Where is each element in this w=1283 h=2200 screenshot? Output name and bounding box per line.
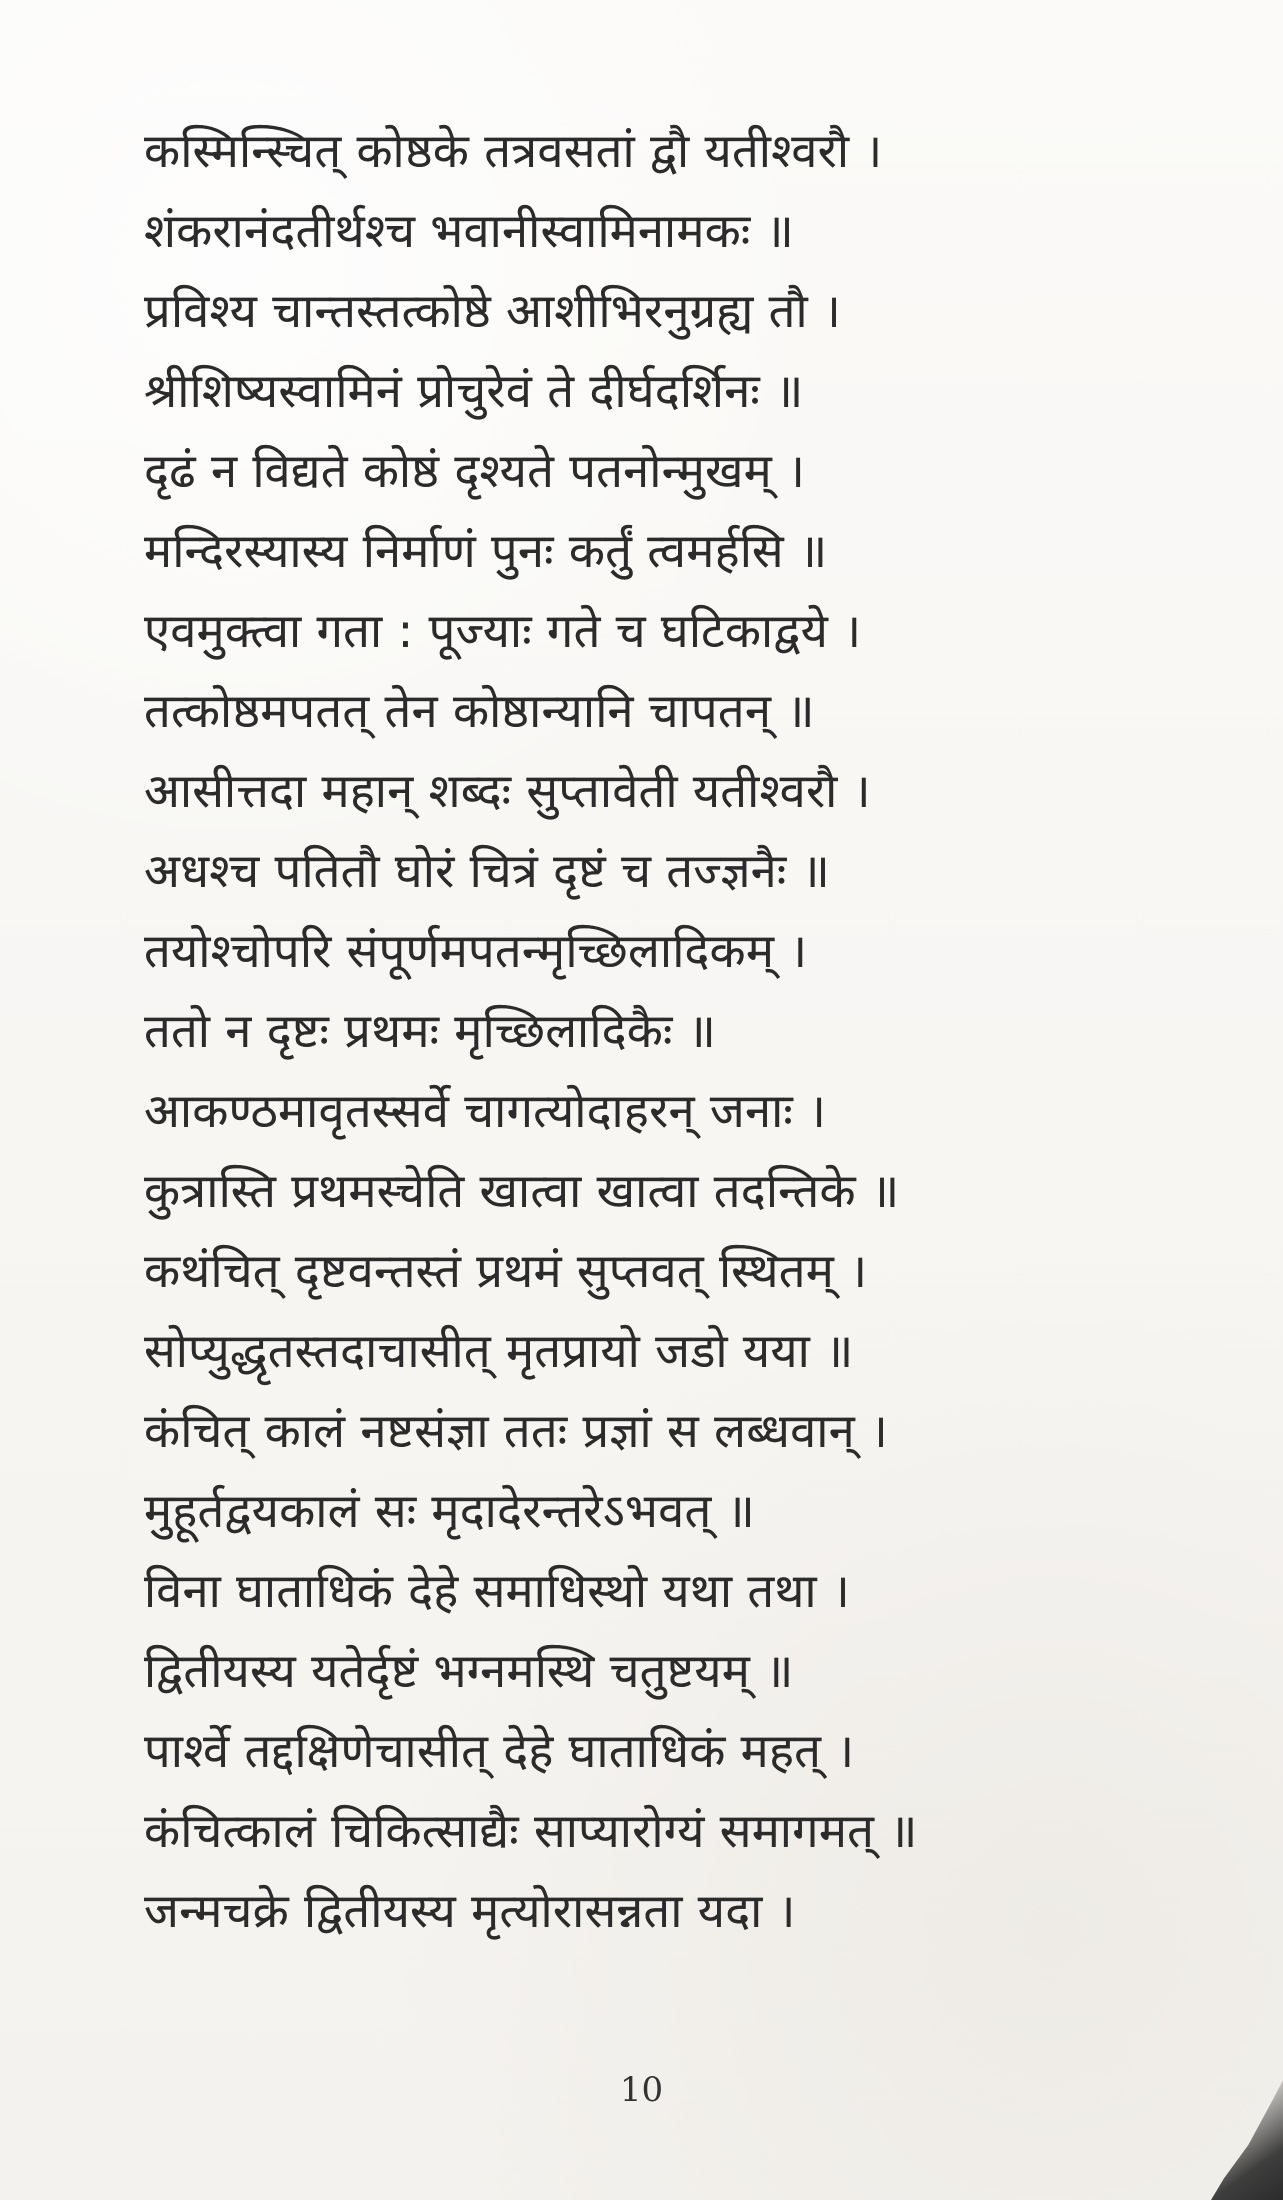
verse-line: मन्दिरस्यास्य निर्माणं पुनः कर्तुं त्वमर्हसि ॥ [144, 524, 828, 579]
verse-line: कस्मिन्स्चित् कोष्ठके तत्रवसतां द्वौ यतीश्वरौ । [144, 124, 883, 179]
verse-line: आसीत्तदा महान् शब्दः सुप्तावेती यतीश्वरौ । [144, 764, 871, 819]
verse-line: आकण्ठमावृतस्सर्वे चागत्योदाहरन् जनाः । [144, 1084, 827, 1139]
verse-line: अधश्च पतितौ घोरं चित्रं दृष्टं च तज्ज्ञनैः ॥ [144, 844, 830, 899]
verse-line: ततो न दृष्टः प्रथमः मृच्छिलादिकैः ॥ [144, 1004, 717, 1059]
verse-line: कुत्रास्ति प्रथमस्चेति खात्वा खात्वा तदन्तिके ॥ [144, 1164, 900, 1219]
verse-line: मुहूर्तद्वयकालं सः मृदादेरन्तरेऽभवत् ॥ [144, 1484, 755, 1539]
verse-line: शंकरानंदतीर्थश्च भवानीस्वामिनामकः ॥ [144, 204, 794, 259]
page-number: 10 [619, 2070, 664, 2110]
verse-line: दृढं न विद्यते कोष्ठं दृश्यते पतनोन्मुखम् । [144, 444, 806, 499]
verse-line: एवमुक्त्वा गता : पूज्याः गते च घटिकाद्वये । [144, 604, 862, 659]
verse-line: तत्कोष्ठमपतत् तेन कोष्ठान्यानि चापतन् ॥ [144, 684, 815, 739]
verse-line: पार्श्वे तद्दक्षिणेचासीत् देहे घाताधिकं महत् । [144, 1724, 855, 1779]
verse-line: प्रविश्य चान्तस्तत्कोष्ठे आशीभिरनुग्रह्य तौ । [144, 284, 842, 339]
verse-line: सोप्युद्धृतस्तदाचासीत् मृतप्रायो जडो यया ॥ [144, 1324, 854, 1379]
verse-line: जन्मचक्रे द्वितीयस्य मृत्योरासन्नता यदा । [144, 1884, 796, 1939]
verse-line: द्वितीयस्य यतेर्दृष्टं भग्नमस्थि चतुष्टयम् ॥ [144, 1644, 794, 1699]
sanskrit-verse-block [144, 112, 1144, 1952]
verse-line: कंचित् कालं नष्टसंज्ञा ततः प्रज्ञां स लब्धवान् । [144, 1404, 889, 1459]
verse-line: कथंचित् दृष्टवन्तस्तं प्रथमं सुप्तवत् स्थितम् । [144, 1244, 868, 1299]
verse-line: श्रीशिष्यस्वामिनं प्रोचुरेवं ते दीर्घदर्शिनः ॥ [144, 364, 804, 419]
verse-line: तयोश्चोपरि संपूर्णमपतन्मृच्छिलादिकम् । [144, 924, 808, 979]
verse-line: कंचित्कालं चिकित्साद्यैः साप्यारोग्यं समागमत् ॥ [144, 1804, 918, 1859]
verse-line: विना घाताधिकं देहे समाधिस्थो यथा तथा । [144, 1564, 850, 1619]
